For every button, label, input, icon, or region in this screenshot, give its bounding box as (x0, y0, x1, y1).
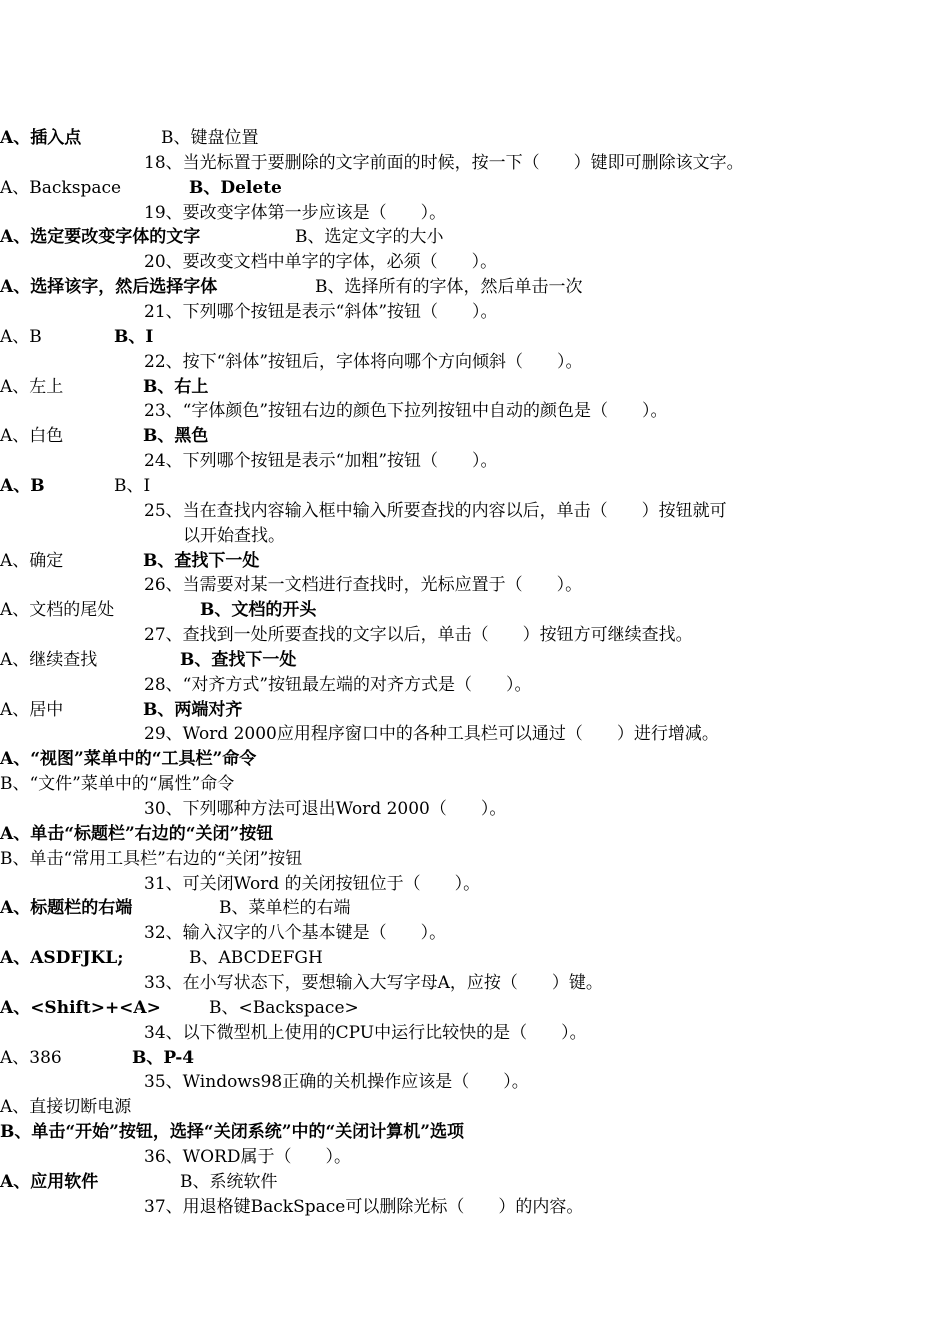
question-line: 18、当光标置于要删除的文字前面的时候，按一下（ ）键即可删除该文字。 (144, 152, 744, 173)
option-a: A、Backspace (0, 177, 122, 198)
option-a: A、插入点 (0, 128, 82, 148)
option-b: B、黑色 (143, 426, 209, 447)
option-a: A、确定 (0, 550, 64, 571)
question-line: 25、当在查找内容输入框中输入所要查找的内容以后，单击（ ）按钮就可 (144, 500, 727, 521)
options-line (0, 275, 583, 300)
options-line (0, 648, 297, 673)
question-continuation: 以开始查找。 (183, 525, 285, 546)
option-b: B、I (114, 326, 154, 347)
options-line (0, 747, 256, 772)
option-a: A、直接切断电源 (0, 1097, 132, 1118)
question-line: 22、按下“斜体”按钮后，字体将向哪个方向倾斜（ ）。 (144, 351, 583, 372)
options-line (0, 847, 302, 872)
options-line (0, 1046, 195, 1071)
option-b: B、Delete (189, 177, 282, 198)
options-line (0, 176, 282, 201)
question-line: 23、“字体颜色”按钮右边的颜色下拉列按钮中自动的颜色是（ ）。 (144, 401, 668, 422)
question-line: 34、以下微型机上使用的CPU中运行比较快的是（ ）。 (144, 1022, 587, 1043)
question-line: 31、可关闭Word 的关闭按钮位于（ ）。 (144, 873, 481, 894)
question-line: 21、下列哪个按钮是表示“斜体”按钮（ ）。 (144, 302, 498, 322)
options-line (0, 225, 444, 250)
options-line (0, 598, 317, 623)
option-b: B、系统软件 (180, 1171, 278, 1192)
options-line (0, 1170, 278, 1195)
question-line: 29、Word 2000应用程序窗口中的各种工具栏可以通过（ ）进行增减。 (144, 724, 719, 745)
question-line: 28、“对齐方式”按钮最左端的对齐方式是（ ）。 (144, 674, 532, 695)
option-a: B、“文件”菜单中的“属性”命令 (0, 774, 235, 795)
option-a: A、单击“标题栏”右边的“关闭”按钮 (0, 823, 274, 844)
options-line (0, 698, 243, 723)
option-a: A、ASDFJKL; (0, 948, 124, 969)
option-a: A、选定要改变字体的文字 (0, 227, 201, 248)
option-b: B、查找下一处 (180, 649, 297, 670)
option-b: B、菜单栏的右端 (219, 898, 351, 919)
option-b: B、查找下一处 (143, 550, 260, 571)
option-b: B、键盘位置 (161, 128, 259, 148)
options-line (0, 822, 273, 847)
option-b: B、I (114, 475, 151, 496)
question-line: 24、下列哪个按钮是表示“加粗”按钮（ ）。 (144, 451, 498, 472)
option-b: B、选择所有的字体，然后单击一次 (315, 277, 583, 298)
options-line (0, 325, 154, 350)
question-line: 27、查找到一处所要查找的文字以后，单击（ ）按钮方可继续查找。 (144, 625, 693, 645)
option-a: A、文档的尾处 (0, 600, 115, 621)
option-a: A、左上 (0, 376, 64, 397)
option-b: B、两端对齐 (143, 699, 243, 720)
options-line (0, 474, 151, 499)
option-b: B、右上 (143, 376, 209, 397)
option-a: A、应用软件 (0, 1171, 99, 1192)
options-line (0, 996, 359, 1021)
options-line (0, 424, 209, 449)
question-line: 36、WORD属于（ ）。 (144, 1146, 351, 1167)
option-a: A、“视图”菜单中的“工具栏”命令 (0, 749, 257, 770)
options-line (0, 375, 209, 400)
question-line: 32、输入汉字的八个基本键是（ ）。 (144, 923, 447, 944)
options-line (0, 896, 351, 921)
option-a: A、继续查找 (0, 649, 98, 670)
question-line: 26、当需要对某一文档进行查找时，光标应置于（ ）。 (144, 575, 583, 596)
option-a: A、白色 (0, 426, 64, 447)
question-line: 19、要改变字体第一步应该是（ ）。 (144, 202, 447, 223)
option-a: B、单击“开始”按钮，选择“关闭系统”中的“关闭计算机”选项 (0, 1122, 465, 1142)
options-line (0, 946, 323, 971)
question-line: 37、用退格键BackSpace可以删除光标（ ）的内容。 (144, 1196, 584, 1217)
question-line: 20、要改变文档中单字的字体，必须（ ）。 (144, 252, 498, 273)
options-line (0, 549, 260, 574)
question-line: 35、Windows98正确的关机操作应该是（ ）。 (144, 1072, 529, 1093)
option-a: A、<Shift>+<A> (0, 997, 161, 1018)
options-line (0, 1095, 131, 1120)
question-line: 30、下列哪种方法可退出Word 2000（ ）。 (144, 799, 507, 819)
option-a: B、单击“常用工具栏”右边的“关闭”按钮 (0, 848, 303, 869)
options-line (0, 772, 234, 797)
option-b: B、文档的开头 (200, 600, 317, 621)
option-a: A、选择该字，然后选择字体 (0, 277, 218, 298)
option-b: B、ABCDEFGH (189, 948, 323, 969)
option-a: A、386 (0, 1047, 62, 1068)
option-b: B、选定文字的大小 (295, 227, 444, 248)
option-b: B、<Backspace> (209, 997, 359, 1018)
question-line: 33、在小写状态下，要想输入大写字母A，应按（ ）键。 (144, 972, 603, 993)
options-line (0, 1120, 464, 1145)
option-a: A、B (0, 475, 45, 496)
option-a: A、标题栏的右端 (0, 898, 133, 919)
option-a: A、居中 (0, 699, 64, 720)
option-a: A、B (0, 326, 42, 347)
option-b: B、P-4 (132, 1047, 195, 1068)
options-line (0, 126, 259, 151)
